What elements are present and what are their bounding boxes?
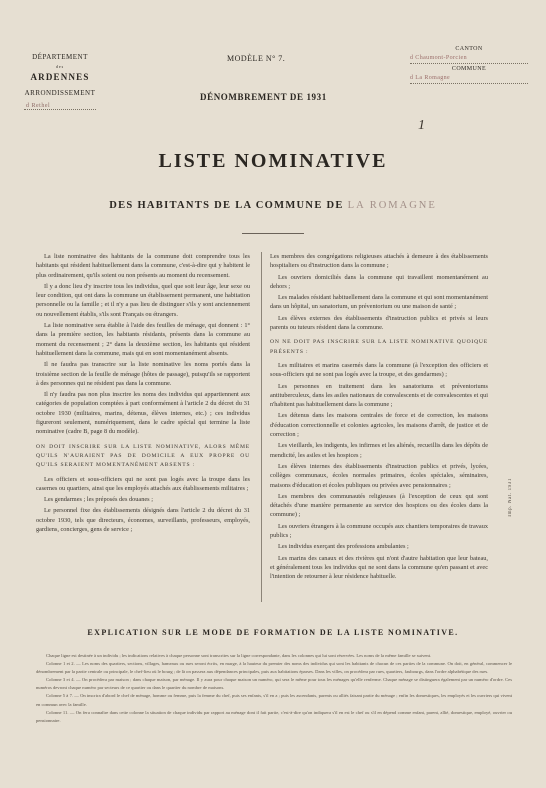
right-paragraph: Les ouvriers domiciliés dans la commune qui travaillent momentanément au dehors ; <box>270 273 488 290</box>
page-subtitle <box>0 200 546 211</box>
explanation-paragraph: Colonne 1 et 2. — Les noms des quartiers, sections, villages, hameaux ou rues seront écrits, en marge, à la hauteur du premier des noms des individus qui sont les habitants de chacun de ces parties de la commune. On doit, en général, commencer le dénombrement par la partie centrale ou principale, le chef-lieu où le bourg ; de là on passera aux dépendances principales, puis aux habitations éparses. Dans les villes, on procédera par rues, quartiers, faubourgs, dans l'ordre alphabétique des rues. <box>36 661 512 675</box>
arrondissement-prefix: d <box>26 103 30 109</box>
left-paragraph: La liste nominative des habitants de la commune doit comprendre tous les habitants qui résident habituellement dans la commune, c'est-à-dire qui y habitent le plus ordinairement, qu'ils soient ou non présents au moment du recensement. <box>36 253 250 279</box>
left-paragraph: Il y a donc lieu d'y inscrire tous les individus, quel que soit leur âge, leur sexe ou leur condition, qui ont dans la commune un établissement permanent, une habitation personnelle ou la famille ; et il n'y a pas lieu de distinguer s'ils y sont anciennement ou nouvellement établis, s'ils sont Français ou étrangers. <box>36 282 250 318</box>
right-paragraph: Les malades résidant habituellement dans la commune et qui sont momentanément dans un hôpital, un sanatorium, un préventorium ou une maison de santé ; <box>270 294 488 311</box>
modele-number: MODÈLE N° 7. <box>227 54 286 63</box>
canton-commune-header <box>410 44 528 84</box>
left-paragraph: Les officiers et sous-officiers qui ne sont pas logés avec la troupe dans les casernes ou quartiers, ainsi que les employés attachés aux établissements militaires ; <box>36 475 250 492</box>
canton-label: CANTON <box>455 46 483 52</box>
instructions-left-column <box>36 252 250 536</box>
page-number: 1 <box>418 118 425 133</box>
arrondissement-value: Rethel <box>31 103 51 109</box>
subtitle-text: DES HABITANTS DE LA COMMUNE DE <box>109 200 344 211</box>
right-paragraph: Les individus exerçant des professions ambulantes ; <box>278 543 409 551</box>
department-header <box>0 52 120 110</box>
explanation-paragraph: Chaque ligne est destinée à un individu ; les indications relatives à chaque personne sont transcrites sur la ligne correspondante, dans les colonnes qui lui sont réservées. Les noms de la même famille se suivent. <box>46 653 432 658</box>
denombrement-year: DÉNOMBREMENT DE 1931 <box>200 92 327 102</box>
commune-label: COMMUNE <box>451 66 487 72</box>
explanation-title: EXPLICATION SUR LE MODE DE FORMATION DE LA LISTE NOMINATIVE. <box>87 628 459 637</box>
explanation-paragraph: Colonne 11. — On fera connaître dans cette colonne la situation de chaque individu par rapport au ménage dont il fait partie, c'est-à-dire qu'on indiquera s'il en est le chef ou s'il en dépend comme enfant, parent, allié, domestique, employé, ouvrier ou pensionnaire. <box>36 709 512 723</box>
right-paragraph: Les élèves externes des établissements d'instruction publics et privés si leurs parents ou tuteurs résident dans la commune. <box>270 314 488 332</box>
explanation-text <box>36 652 512 725</box>
left-paragraph: Le personnel fixe des établissements désignés dans l'article 2 du décret du 31 octobre 1930, tels que directeurs, économes, surveillants, professeurs, employés, gardiens, concierges, gens de service ; <box>36 507 250 534</box>
right-paragraph: Les membres des communautés religieuses (à l'exception de ceux qui sont détachés d'une manière permanente au service des hospices ou des écoles dans la commune) ; <box>270 492 488 519</box>
left-paragraph: Il ne faudra pas transcrire sur la liste nominative les noms portés dans la troisième section de la feuille de ménage (hôtes de passage), puisqu'ils se rapportent à des personnes qui ne résident pas dans la commune. <box>36 361 250 387</box>
column-divider <box>261 252 262 602</box>
left-paragraph: Il n'y faudra pas non plus inscrire les noms des individus qui appartiennent aux catégories de population comptées à part conformément à l'article 2 du décret du 31 octobre 1930 (militaires, marins, détenus, élèves internes, etc.) ; ces individus figureront seulement, numériquement, dans le cadre spécial qui termine la liste nominative (cadre B, page 8 du modèle). <box>36 391 250 436</box>
right-caps-heading: ON NE DOIT PAS INSCRIRE SUR LA LISTE NOMINATIVE QUOIQUE PRÉSENTS : <box>270 339 488 355</box>
arrondissement-label: ARRONDISSEMENT <box>24 89 96 97</box>
left-caps-heading: ON DOIT INSCRIRE SUR LA LISTE NOMINATIVE, ALORS MÊME QU'ILS N'AURAIENT PAS DE DOMICILE A EUX PROPRE OU QU'ILS SERAIENT MOMENTANÉMENT ABSENTS : <box>36 443 250 469</box>
right-paragraph: Les vieillards, les indigents, les infirmes et les aliénés, recueillis dans les dépôts de mendicité, les asiles et les hospices ; <box>270 442 488 459</box>
department-label: DÉPARTEMENT <box>32 53 88 61</box>
commune-value: d La Romagne <box>410 74 528 84</box>
title-rule <box>242 233 304 234</box>
explanation-paragraph: Colonne 5 à 7. — On inscrira d'abord le chef de ménage, homme ou femme, puis la femme du chef, puis ses enfants, s'il en a ; puis les ascendants, parents ou alliés faisant partie du ménage ; enfin les domestiques, les employés et les ouvriers qui vivent en commun avec la famille. <box>36 693 512 707</box>
department-name: ARDENNES <box>30 72 90 82</box>
explanation-paragraph: Colonne 3 et 4. — On procèdera par maison ; dans chaque maison, par ménage. Il y aura pour chaque maison un numéro, qui sera le même pour tous les ménages qu'elle renferme. Chaque ménage se distinguera également par un numéro d'ordre. Ces numéros devront chaque numéro par secteurs de ce quartier ou dans le quartier du nombre de maisons. <box>36 677 512 691</box>
right-paragraph: Les militaires et marins casernés dans la commune (à l'exception des officiers et sous-officiers qui ne sont pas logés avec la troupe, et des gendarmes) ; <box>270 361 488 379</box>
right-paragraph: Les détenus dans les maisons centrales de force et de correction, les maisons d'éducation correctionnelle et colonies agricoles, les maisons d'arrêt, de justice et de correction ; <box>270 412 488 439</box>
right-paragraph: Les membres des congrégations religieuses attachés à demeure à des établissements hospitaliers ou d'instruction dans la commune ; <box>270 253 488 270</box>
right-paragraph: Les élèves internes des établissements d'instruction publics et privés, lycées, collèges communaux, écoles normales primaires, écoles spéciales, séminaires, maisons d'éducation et écoles publiques ou privées avec pensionnaires ; <box>270 462 488 489</box>
right-paragraph: Les ouvriers étrangers à la commune occupés aux chantiers temporaires de travaux publics ; <box>270 522 488 540</box>
canton-value: d Chaumont-Porcien <box>410 54 528 64</box>
left-paragraph: Les gendarmes ; les préposés des douanes ; <box>44 496 153 504</box>
right-paragraph: Les marins des canaux et des rivières qui n'ont d'autre habitation que leur bateau, et généralement tous les individus qui ne sont dans la commune qu'en passant et avec l'intention de retourner à leur résidence habituelle. <box>270 554 488 581</box>
subtitle-commune: LA ROMAGNE <box>347 200 437 211</box>
arrondissement-field <box>24 101 96 110</box>
vertical-print-note: Imp. Nat. 1931 <box>508 478 513 517</box>
department-des-label: des <box>55 64 65 69</box>
right-paragraph: Les personnes en traitement dans les sanatoriums et préventoriums antituberculeux, dans les asiles nationaux de convalescents et de convalescentes et qui n'habitent pas habituellement dans la commune ; <box>270 382 488 409</box>
instructions-right-column <box>270 252 488 584</box>
left-paragraph: La liste nominative sera établie à l'aide des feuilles de ménage, qui donnent : 1° dans la première section, les habitants résidants, présents dans la commune au moment du recensement ; 2° dans la deuxième section, les habitants qui résident habituellement dans la commune, mais qui en sont momentanément absents. <box>36 322 250 357</box>
page-title: LISTE NOMINATIVE <box>158 150 388 172</box>
